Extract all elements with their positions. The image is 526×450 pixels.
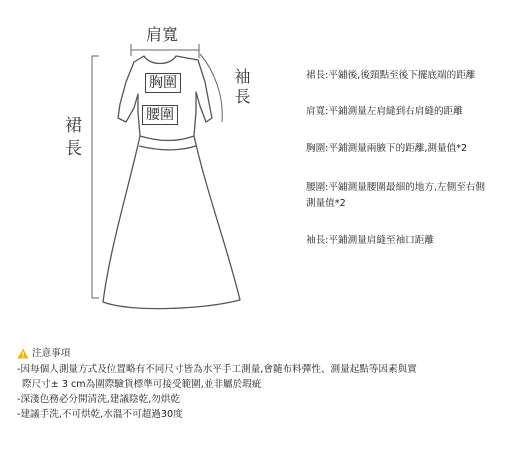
desc-sleeve: 袖長:平鋪測量肩縫至袖口距離 [306,235,434,246]
shoulder-bracket [131,44,199,58]
shoulder-width-label: 肩寬 [146,25,179,44]
warning-triangle-icon [17,348,29,359]
desc-dress-length: 裙長:平鋪後,後頸點至後下擺底端的距離 [306,70,476,81]
length-bracket [92,56,99,298]
desc-chest: 胸圍:平鋪測量兩腋下的距離,測量值*2 [306,143,468,154]
desc-waist-cont: 測量值*2 [306,198,346,209]
chest-label: 胸圍 [145,73,181,93]
note-line: -建議手洗,不可烘乾,水溫不可超過30度 [17,409,183,420]
notes-title: 注意事項 [32,348,71,359]
note-line: -因每個人測量方式及位置略有不同尺寸皆為水平手工測量,會隨布料彈性、測量起點等因素與實 [17,364,417,375]
note-line: 際尺寸± 3 cm為圍際驗貨標準可接受範圍,並非屬於瑕疵 [22,379,262,390]
note-line: -深淺色務必分開清洗,建議陰乾,勿烘乾 [17,394,181,405]
desc-shoulder: 肩寬:平鋪測量左肩縫到右肩縫的距離 [306,106,463,117]
waist-label: 腰圍 [142,105,178,125]
desc-waist: 腰圍:平鋪測量腰圍最細的地方,左側至右側 [306,182,485,193]
care-notes [17,346,517,422]
sleeve-length-label: 袖長 [232,68,251,108]
dress-length-label: 裙長 [61,116,81,162]
